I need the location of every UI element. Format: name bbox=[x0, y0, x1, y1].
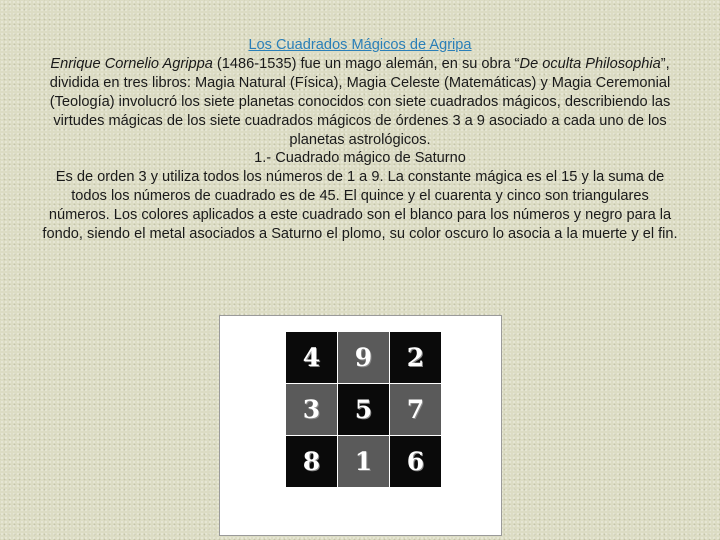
text-block bbox=[40, 36, 680, 244]
intro-text-1: (1486-1535) fue un mago alemán, en su obra “ bbox=[212, 55, 520, 72]
work-title: De oculta Philosophia bbox=[519, 55, 661, 72]
author-name: Enrique Cornelio Agrippa bbox=[50, 55, 213, 72]
section-heading: 1.- Cuadrado mágico de Saturno bbox=[254, 150, 466, 167]
magic-square-cell: 8 bbox=[286, 436, 337, 487]
magic-square-cell: 5 bbox=[338, 384, 389, 435]
section-body: Es de orden 3 y utiliza todos los números de 1 a 9. La constante mágica es el 15 y la suma de todos los números de cuadrado es de 45. El quince y el cuarenta y cinco son triangulares números. Los colores aplicados a este cuadrado son el blanco para los números y negro para la fondo, siendo el metal asociados a Saturno el plomo, su color oscuro lo asocia a la muerte y el fin. bbox=[42, 169, 678, 243]
page-title[interactable]: Los Cuadrados Mágicos de Agripa bbox=[248, 37, 472, 53]
magic-square-cell: 3 bbox=[286, 384, 337, 435]
magic-square-cell: 1 bbox=[338, 436, 389, 487]
magic-square-grid bbox=[285, 331, 442, 488]
intro-paragraph bbox=[40, 55, 680, 150]
intro-text-2: ”, dividida en tres libros: Magia Natural (Física), Magia Celeste (Matemáticas) y Magia Ceremonial (Teología) involucró los siete planetas conocidos con siete cuadrados mágicos, describiendo las virtudes mágicas de los siete cuadrados mágicos de órdenes 3 a 9 asociado a cada uno de los planetas astrológicos. bbox=[49, 55, 671, 148]
magic-square-cell: 4 bbox=[286, 332, 337, 383]
magic-square-cell: 7 bbox=[390, 384, 441, 435]
magic-square-cell: 6 bbox=[390, 436, 441, 487]
magic-square-cell: 9 bbox=[338, 332, 389, 383]
magic-square-image bbox=[219, 315, 502, 536]
magic-square-cell: 2 bbox=[390, 332, 441, 383]
